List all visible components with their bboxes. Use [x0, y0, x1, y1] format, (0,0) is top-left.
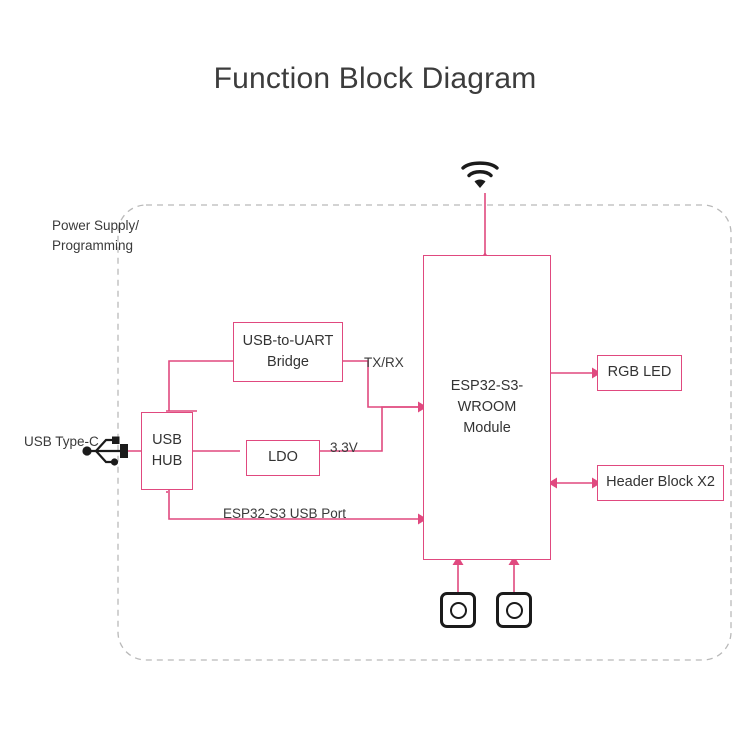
- uart-bridge-line-1: USB-to-UART: [242, 332, 334, 349]
- uart-bridge-line-2: Bridge: [267, 354, 309, 370]
- ldo-line-1: LDO: [268, 449, 298, 466]
- usb-type-c-line-2: Type-C: [55, 434, 99, 449]
- push-button-2[interactable]: [496, 592, 532, 628]
- usb-type-c-line-1: USB: [24, 434, 52, 449]
- rgb-led-line-1: RGB LED: [607, 364, 672, 381]
- push-button-1[interactable]: [440, 592, 476, 628]
- block-usb-to-uart-bridge[interactable]: [233, 322, 343, 382]
- header-block-line-1: Header Block X2: [606, 474, 715, 491]
- block-usb-hub[interactable]: [141, 412, 193, 490]
- usb-hub-line-1: USB: [152, 431, 182, 448]
- push-button-icon: [450, 602, 467, 619]
- power-supply-programming-label: [52, 216, 182, 257]
- page-title: Function Block Diagram: [213, 62, 537, 95]
- usb-type-c-label: [24, 432, 99, 452]
- esp32-line-3: Module: [463, 420, 511, 436]
- line-hub-to-uart-bridge: [169, 361, 234, 411]
- block-ldo[interactable]: [246, 440, 320, 476]
- block-rgb-led[interactable]: [597, 355, 682, 391]
- block-header-block[interactable]: [597, 465, 724, 501]
- power-label-line-2: Programming: [52, 238, 134, 254]
- block-esp32-s3-wroom-module[interactable]: [423, 255, 551, 560]
- power-label-line-1: Power Supply/: [52, 218, 140, 233]
- push-button-icon: [506, 602, 523, 619]
- tx-rx-label: TX/RX: [364, 355, 404, 370]
- esp32-line-2: WROOM: [457, 398, 517, 415]
- voltage-3v3-label: 3.3V: [330, 440, 358, 455]
- esp32-line-1: ESP32-S3-: [450, 377, 524, 394]
- usb-hub-line-2: HUB: [151, 453, 183, 469]
- esp32-usb-port-label: ESP32-S3 USB Port: [223, 506, 347, 521]
- wifi-icon: [459, 158, 501, 190]
